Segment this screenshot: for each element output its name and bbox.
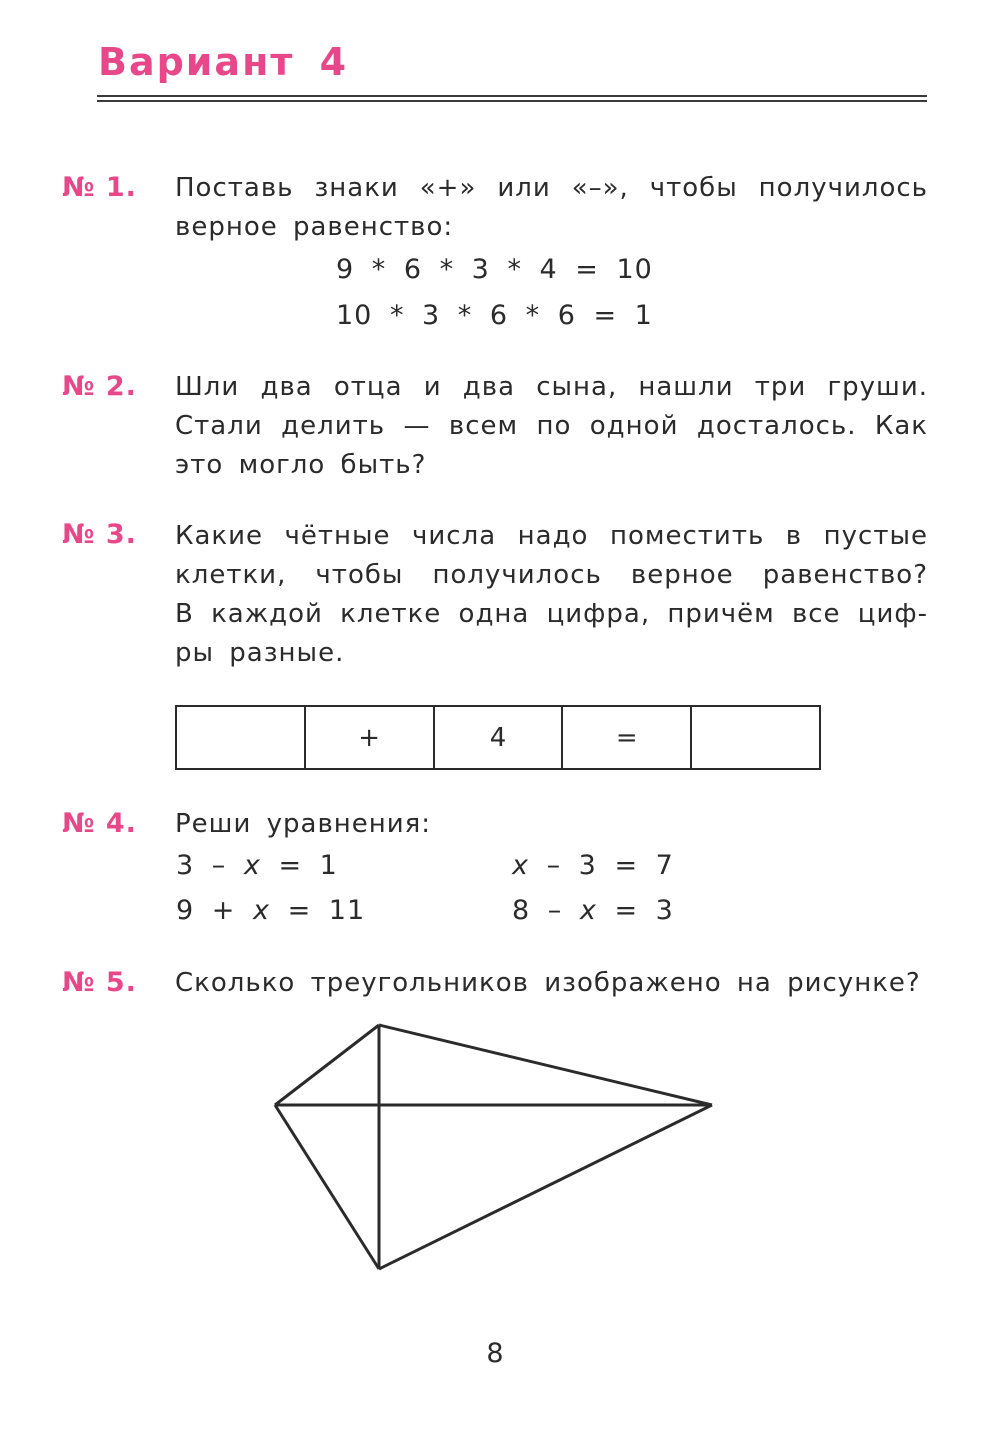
title-divider [97, 100, 927, 102]
figure-edge [275, 1025, 379, 1105]
task-number: № 5. [62, 967, 137, 998]
task-number: № 2. [62, 371, 137, 402]
task-text [175, 517, 928, 673]
equation: 10 * 3 * 6 * 6 = 1 [336, 300, 653, 331]
task-text [175, 964, 928, 1003]
title-divider [97, 95, 927, 97]
task-number: № 3. [62, 519, 137, 550]
plus-cell: + [306, 707, 435, 768]
figure-edge [379, 1025, 712, 1105]
task-text [175, 368, 928, 485]
empty-cell[interactable] [692, 707, 819, 768]
kite-triangles-figure [260, 1010, 730, 1290]
task-text-line: Шли два отца и два сына, нашли три груши. [175, 372, 928, 402]
task-text [175, 805, 928, 844]
task-number: № 4. [62, 808, 137, 839]
task-text-line: верное равенство: [175, 212, 454, 242]
empty-cell[interactable] [177, 707, 306, 768]
equation: 9 * 6 * 3 * 4 = 10 [336, 254, 653, 285]
equation: x – 3 = 7 [512, 850, 674, 881]
task-text-line: Стали делить — всем по одной досталось. Как [175, 411, 928, 441]
figure-edge [379, 1105, 712, 1269]
task-text-line: Поставь знаки «+» или «–», чтобы получилось [175, 173, 928, 203]
task-text-line: В каждой клетке одна цифра, причём все циф- [175, 599, 928, 629]
equation: 3 – x = 1 [176, 850, 338, 881]
equals-cell: = [563, 707, 692, 768]
task-text-line: Реши уравнения: [175, 809, 432, 839]
equation-cells [175, 705, 821, 770]
task-text [175, 169, 928, 247]
page-title: Вариант 4 [98, 40, 349, 84]
equation: 9 + x = 11 [176, 895, 366, 926]
four-cell: 4 [435, 707, 564, 768]
page-number: 8 [486, 1338, 504, 1369]
task-text-line: Сколько треугольников изображено на рисунке? [175, 968, 921, 998]
task-text-line: клетки, чтобы получилось верное равенство? [175, 560, 928, 590]
figure-edge [275, 1105, 379, 1269]
task-text-line: Какие чётные числа надо поместить в пустые [175, 521, 928, 551]
task-text-line: это могло быть? [175, 450, 427, 480]
equation: 8 – x = 3 [512, 895, 674, 926]
task-text-line: ры разные. [175, 638, 345, 668]
task-number: № 1. [62, 172, 137, 203]
